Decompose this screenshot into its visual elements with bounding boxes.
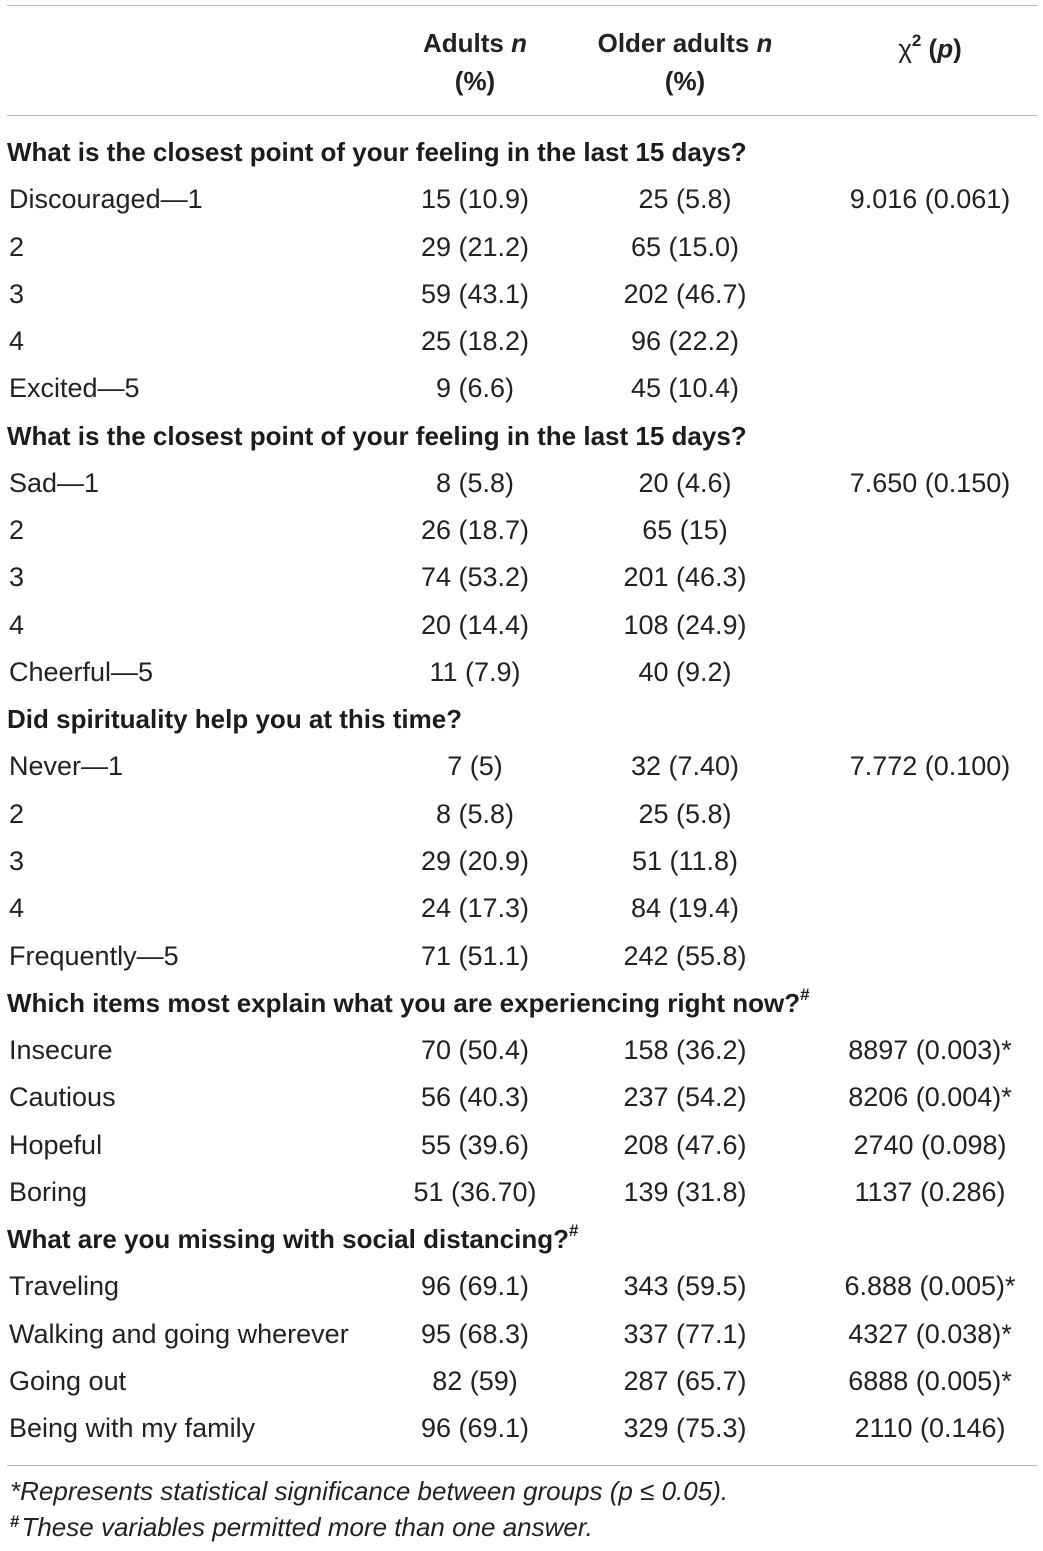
row-label: Frequently—5 [9, 940, 179, 971]
table-row [0, 1169, 1043, 1216]
section-header-row [0, 696, 1043, 743]
older-adults-value: 242 (55.8) [623, 940, 747, 971]
adults-value: 56 (40.3) [420, 1082, 530, 1113]
older-adults-value: 84 (19.4) [630, 893, 740, 924]
older-adults-value: 329 (75.3) [623, 1413, 747, 1444]
older-adults-value: 287 (65.7) [623, 1365, 747, 1396]
table-row [0, 1027, 1043, 1074]
table-body [0, 129, 1043, 1452]
table-row [0, 743, 1043, 790]
table-row [0, 791, 1043, 838]
table-row [0, 507, 1043, 554]
row-label: Excited—5 [9, 373, 140, 404]
section-title: Did spirituality help you at this time? [7, 704, 463, 735]
row-label: 2 [9, 515, 25, 546]
table-row [0, 649, 1043, 696]
chi-square-value: 4327 (0.038)* [848, 1318, 1012, 1349]
chi-square-value: 1137 (0.286) [854, 1176, 1006, 1207]
adults-value: 29 (20.9) [420, 845, 530, 876]
older-adults-value: 45 (10.4) [630, 373, 740, 404]
section-title: What is the closest point of your feeling in the last 15 days? [7, 420, 747, 451]
older-adults-value: 65 (15) [642, 515, 728, 546]
chi-square-value: 6888 (0.005)* [848, 1365, 1012, 1396]
older-adults-value: 65 (15.0) [630, 231, 740, 262]
table-row [0, 1074, 1043, 1121]
row-label: Insecure [9, 1035, 113, 1066]
table-row [0, 1358, 1043, 1405]
row-label: Traveling [9, 1271, 120, 1302]
adults-value: 55 (39.6) [420, 1129, 530, 1160]
chi-square-value: 7.772 (0.100) [849, 751, 1011, 782]
footnote-significance: *Represents statistical significance between groups (p ≤ 0.05). [10, 1476, 729, 1506]
table-row [0, 554, 1043, 601]
adults-value: 74 (53.2) [420, 562, 530, 593]
section-header-row [0, 129, 1043, 176]
older-adults-value: 25 (5.8) [638, 184, 732, 215]
adults-value: 11 (7.9) [429, 656, 521, 687]
row-label: Cheerful—5 [9, 656, 154, 687]
section-title: What is the closest point of your feeling in the last 15 days? [7, 137, 747, 167]
table-row [0, 1122, 1043, 1169]
row-label: 4 [9, 609, 25, 640]
adults-value: 15 (10.9) [420, 184, 530, 215]
table-row [0, 224, 1043, 271]
row-label: 2 [9, 231, 25, 262]
table-row [0, 176, 1043, 223]
chi-square-value: 8206 (0.004)* [848, 1082, 1012, 1113]
adults-value: 95 (68.3) [420, 1318, 530, 1349]
table-row [0, 885, 1043, 932]
table-row [0, 318, 1043, 365]
older-adults-value: 201 (46.3) [623, 562, 747, 593]
row-label: Never—1 [9, 751, 124, 782]
older-adults-value: 20 (4.6) [638, 467, 732, 498]
row-label: Being with my family [9, 1413, 256, 1444]
row-label: 3 [9, 562, 25, 593]
adults-value: 20 (14.4) [420, 609, 530, 640]
section-title: What are you missing with social distancing?# [7, 1221, 579, 1255]
chi-square-value: 2110 (0.146) [854, 1413, 1006, 1444]
older-adults-value: 139 (31.8) [623, 1176, 747, 1207]
older-adults-value: 343 (59.5) [623, 1271, 747, 1302]
chi-square-value: 9.016 (0.061) [849, 184, 1011, 215]
table-row [0, 602, 1043, 649]
adults-value: 59 (43.1) [420, 278, 530, 309]
section-title: Which items most explain what you are experiencing right now?# [7, 985, 810, 1018]
older-adults-value: 158 (36.2) [623, 1035, 747, 1066]
table-row [0, 1263, 1043, 1310]
column-header-chi-square: $\chi^2$ (p) [898, 31, 962, 64]
older-adults-value: 40 (9.2) [638, 656, 732, 687]
row-label: Walking and going wherever [9, 1318, 349, 1349]
section-header-row [0, 1216, 1043, 1263]
table-row [0, 271, 1043, 318]
row-label: 4 [9, 893, 25, 924]
adults-value: 25 (18.2) [420, 326, 530, 357]
table-row [0, 460, 1043, 507]
row-label: Boring [9, 1176, 88, 1207]
chi-square-value: 7.650 (0.150) [849, 467, 1011, 498]
adults-value: 8 (5.8) [435, 798, 515, 829]
adults-value: 71 (51.1) [420, 940, 530, 971]
footnote-hash-mark: # [10, 1512, 20, 1531]
multiple-answer-mark: # [568, 1221, 579, 1241]
chi-square-value: 2740 (0.098) [853, 1129, 1007, 1160]
footnote-multiple-answers: #These variables permitted more than one answer. [10, 1512, 593, 1542]
older-adults-value: 202 (46.7) [623, 278, 747, 309]
adults-value: 96 (69.1) [420, 1271, 530, 1302]
row-label: 3 [9, 278, 25, 309]
adults-value: 96 (69.1) [420, 1413, 530, 1444]
older-adults-value: 108 (24.9) [623, 609, 747, 640]
row-label: 3 [9, 845, 25, 876]
adults-value: 7 (5) [447, 751, 503, 782]
older-adults-value: 51 (11.8) [631, 845, 739, 876]
chi-square-value: 6.888 (0.005)* [844, 1271, 1016, 1302]
adults-value: 29 (21.2) [420, 231, 530, 262]
adults-value: 24 (17.3) [420, 893, 530, 924]
multiple-answer-mark: # [800, 985, 810, 1005]
adults-value: 26 (18.7) [420, 515, 530, 546]
adults-value: 70 (50.4) [420, 1035, 530, 1066]
column-header-older-adults: Older adults n (%) [597, 28, 773, 96]
table-bottom-rule [7, 1465, 1037, 1466]
adults-value: 9 (6.6) [435, 373, 515, 404]
older-adults-value: 96 (22.2) [630, 326, 740, 357]
row-label: Discouraged—1 [9, 184, 203, 215]
older-adults-value: 32 (7.40) [630, 751, 740, 782]
table-top-rule [7, 5, 1037, 6]
row-label: Cautious [9, 1082, 116, 1113]
older-adults-value: 237 (54.2) [623, 1082, 747, 1113]
table-row [0, 365, 1043, 412]
chi-square-value: 8897 (0.003)* [848, 1035, 1012, 1066]
table-row [0, 933, 1043, 980]
table-row [0, 1311, 1043, 1358]
older-adults-value: 208 (47.6) [623, 1129, 747, 1160]
section-header-row [0, 413, 1043, 460]
adults-value: 8 (5.8) [435, 467, 515, 498]
row-label: 4 [9, 326, 25, 357]
header-rule [7, 115, 1037, 116]
table-row [0, 838, 1043, 885]
row-label: 2 [9, 798, 25, 829]
older-adults-value: 25 (5.8) [638, 798, 732, 829]
row-label: Sad—1 [9, 467, 100, 498]
adults-value: 51 (36.70) [413, 1176, 537, 1207]
section-header-row [0, 980, 1043, 1027]
column-header-adults: Adults n (%) [423, 28, 527, 96]
older-adults-value: 337 (77.1) [623, 1318, 747, 1349]
adults-value: 82 (59) [432, 1365, 518, 1396]
table-row [0, 1405, 1043, 1452]
row-label: Hopeful [9, 1129, 103, 1160]
row-label: Going out [9, 1365, 127, 1396]
